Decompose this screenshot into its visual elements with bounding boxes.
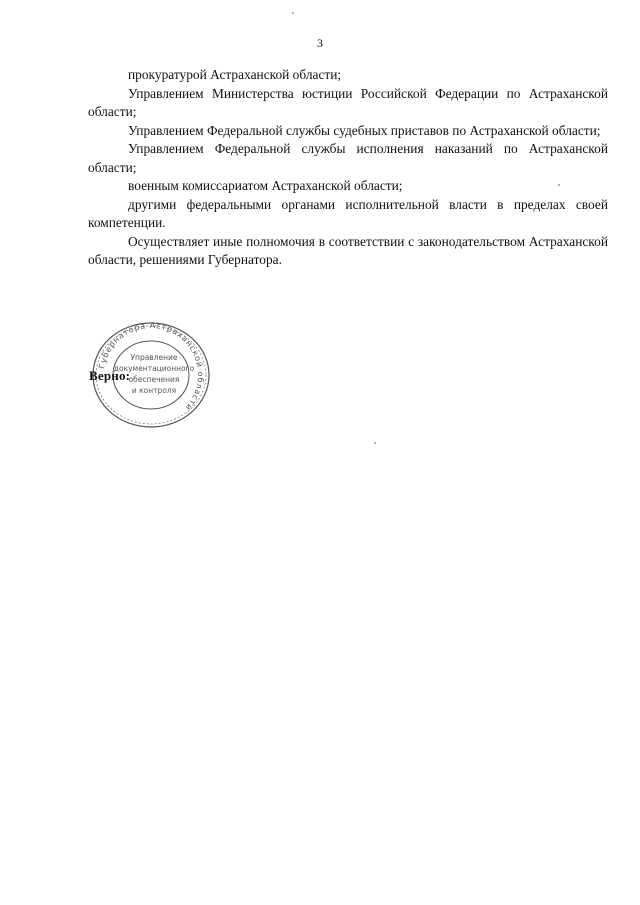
paragraph-other-powers: Осуществляет иные полномочия в соответствии с законодательством Астраханской области, решениями Губернатора.: [88, 233, 608, 267]
paragraph-bailiffs: Управлением Федеральной службы судебных приставов по Астраханской области;: [128, 122, 601, 138]
seal-center-line-4: и контроля: [131, 386, 177, 395]
paragraph-prosecutor: прокуратурой Астраханской области;: [128, 67, 342, 82]
body-text: [88, 66, 608, 270]
scan-speck: [292, 12, 294, 14]
verno-label: Верно:: [89, 368, 131, 383]
paragraph-military-commissariat: военным комиссариатом Астраханской области;: [128, 178, 403, 193]
scan-speck: [374, 442, 376, 444]
paragraph-federal-bodies: другими федеральными органами исполнительной власти в пределах своей компетенции.: [88, 196, 608, 230]
scan-speck: [558, 184, 560, 186]
paragraph-ministry-justice: Управлением Министерства юстиции Российской Федерации по Астраханской области;: [88, 85, 608, 119]
seal-center-line-1: Управление: [130, 353, 178, 362]
paragraph-penitentiary: Управлением Федеральной службы исполнения наказаний по Астраханской области;: [88, 141, 608, 175]
page-number: 3: [317, 36, 323, 50]
seal-ring-text: Губернатора Астраханской области: [97, 320, 206, 413]
seal-center-line-2: документационного: [113, 364, 195, 373]
seal-center-line-3: обеспечения: [128, 375, 180, 384]
